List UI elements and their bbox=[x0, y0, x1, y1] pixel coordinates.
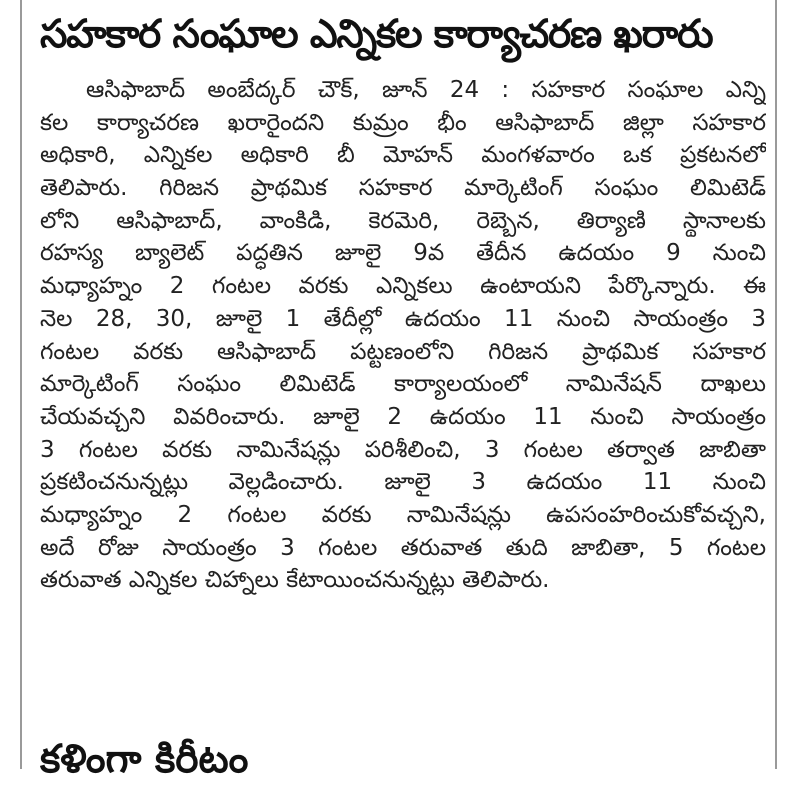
next-article-headline: కళింగా కిరీటం bbox=[40, 737, 249, 782]
article-body-line: మధ్యాహ్నం 2 గంటల వరకు ఎన్నికలు ఉంటాయని పేర్కొన్నారు. ఈ bbox=[40, 273, 766, 300]
article-body-line: మార్కెటింగ్ సంఘం లిమిటెడ్ కార్యాలయంలో నామినేషన్ దాఖలు bbox=[40, 371, 766, 398]
article-body bbox=[40, 74, 766, 597]
left-column-rule bbox=[20, 0, 22, 769]
article-body-line: అధికారి, ఎన్నికల అధికారి బీ మోహన్ మంగళవారం ఒక ప్రకటనలో bbox=[40, 142, 766, 169]
article-body-line: తరువాత ఎన్నికల చిహ్నాలు కేటాయించనున్నట్లు తెలిపారు. bbox=[40, 567, 550, 594]
right-column-rule bbox=[775, 0, 777, 769]
news-article bbox=[40, 6, 766, 597]
article-body-line: మధ్యాహ్నం 2 గంటల వరకు నామినేషన్లు ఉపసంహరించుకోవచ్చని, bbox=[40, 501, 766, 528]
article-body-line: రహస్య బ్యాలెట్ పద్ధతిన జూలై 9వ తేదీన ఉదయం 9 నుంచి bbox=[40, 240, 766, 267]
article-body-line: లోని ఆసిఫాబాద్, వాంకిడి, కెరమెరి, రెబ్బెన, తిర్యాణి స్థానాలకు bbox=[40, 207, 766, 234]
article-body-line: అదే రోజు సాయంత్రం 3 గంటల తరువాత తుది జాబితా, 5 గంటల bbox=[40, 534, 766, 561]
article-body-line: చేయవచ్చని వివరించారు. జూలై 2 ఉదయం 11 నుంచి సాయంత్రం bbox=[40, 403, 766, 430]
article-body-line: కల కార్యాచరణ ఖరారైందని కుమ్రం భీం ఆసిఫాబాద్ జిల్లా సహకార bbox=[40, 109, 766, 136]
article-headline: సహకార సంఘాల ఎన్నికల కార్యాచరణ ఖరారు bbox=[40, 12, 713, 57]
article-body-line: 3 గంటల వరకు నామినేషన్లు పరిశీలించి, 3 గంటల తర్వాత జాబితా bbox=[40, 436, 766, 463]
article-body-line: నెల 28, 30, జూలై 1 తేదీల్లో ఉదయం 11 నుంచి సాయంత్రం 3 bbox=[40, 305, 766, 332]
article-body-line: ప్రకటించనున్నట్లు వెల్లడించారు. జూలై 3 ఉదయం 11 నుంచి bbox=[40, 469, 766, 496]
article-body-line: గంటల వరకు ఆసిఫాబాద్ పట్టణంలోని గిరిజన ప్రాథమిక సహకార bbox=[40, 338, 766, 365]
article-body-line: తెలిపారు. గిరిజన ప్రాథమిక సహకార మార్కెటింగ్ సంఘం లిమిటెడ్ bbox=[40, 175, 766, 202]
article-body-line: ఆసిఫాబాద్ అంబేద్కర్ చౌక్, జూన్ 24 : సహకార సంఘాల ఎన్ని bbox=[86, 77, 766, 103]
